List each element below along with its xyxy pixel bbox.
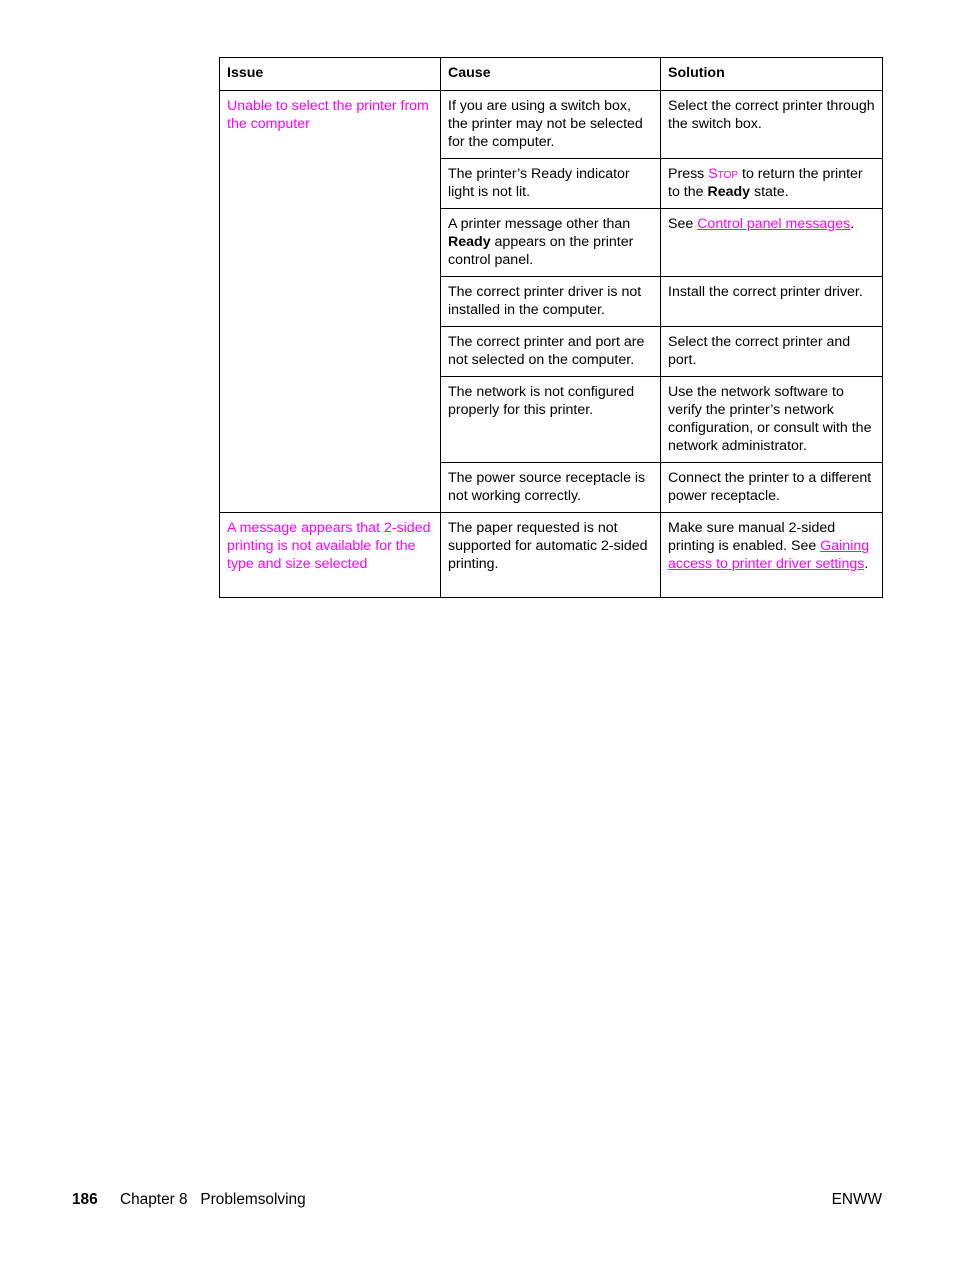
cause-cell: The printer’s Ready indicator light is not lit.	[441, 159, 661, 209]
solution-text: .	[850, 216, 855, 232]
troubleshooting-table	[219, 57, 883, 598]
solution-text: See	[668, 216, 698, 232]
issue-cell: A message appears that 2-sided printing is not available for the type and size selected	[220, 513, 441, 598]
issue-cell: Unable to select the printer from the computer	[220, 91, 441, 513]
header-solution: Solution	[661, 58, 883, 91]
table-row	[220, 91, 883, 159]
cause-cell: If you are using a switch box, the printer may not be selected for the computer.	[441, 91, 661, 159]
solution-cell	[661, 159, 883, 209]
solution-text: Press	[668, 166, 709, 182]
header-issue: Issue	[220, 58, 441, 91]
solution-bold: Ready	[707, 184, 751, 200]
solution-cell: Select the correct printer and port.	[661, 327, 883, 377]
cause-text: A printer message other than	[448, 216, 631, 232]
cause-cell	[441, 209, 661, 277]
solution-cell	[661, 209, 883, 277]
cause-cell: The correct printer and port are not selected on the computer.	[441, 327, 661, 377]
cause-cell: The network is not configured properly for this printer.	[441, 377, 661, 463]
printer-driver-settings-link[interactable]: Gaining access to printer driver settings	[668, 538, 870, 572]
solution-text: Make sure manual 2-sided printing is enabled. See	[668, 520, 836, 554]
solution-cell: Select the correct printer through the switch box.	[661, 91, 883, 159]
footer-right-label: ENWW	[831, 1191, 882, 1208]
solution-cell: Use the network software to verify the printer’s network configuration, or consult with the network administrator.	[661, 377, 883, 463]
cause-cell: The power source receptacle is not working correctly.	[441, 463, 661, 513]
table-header-row	[220, 58, 883, 91]
solution-cell: Connect the printer to a different power receptacle.	[661, 463, 883, 513]
stop-key-label: Stop	[708, 166, 739, 182]
table-row	[220, 513, 883, 598]
solution-text: to return the printer to the	[668, 166, 863, 200]
solution-text: state.	[750, 184, 789, 200]
solution-cell: Install the correct printer driver.	[661, 277, 883, 327]
solution-text: .	[864, 556, 869, 572]
header-cause: Cause	[441, 58, 661, 91]
cause-text: appears on the printer control panel.	[448, 234, 634, 268]
page-number: 186	[72, 1191, 98, 1208]
cause-cell: The paper requested is not supported for automatic 2-sided printing.	[441, 513, 661, 598]
cause-bold: Ready	[448, 234, 491, 250]
chapter-title: Chapter 8 Problemsolving	[120, 1191, 306, 1208]
control-panel-messages-link[interactable]: Control panel messages	[697, 216, 851, 232]
cause-cell: The correct printer driver is not installed in the computer.	[441, 277, 661, 327]
solution-cell	[661, 513, 883, 598]
